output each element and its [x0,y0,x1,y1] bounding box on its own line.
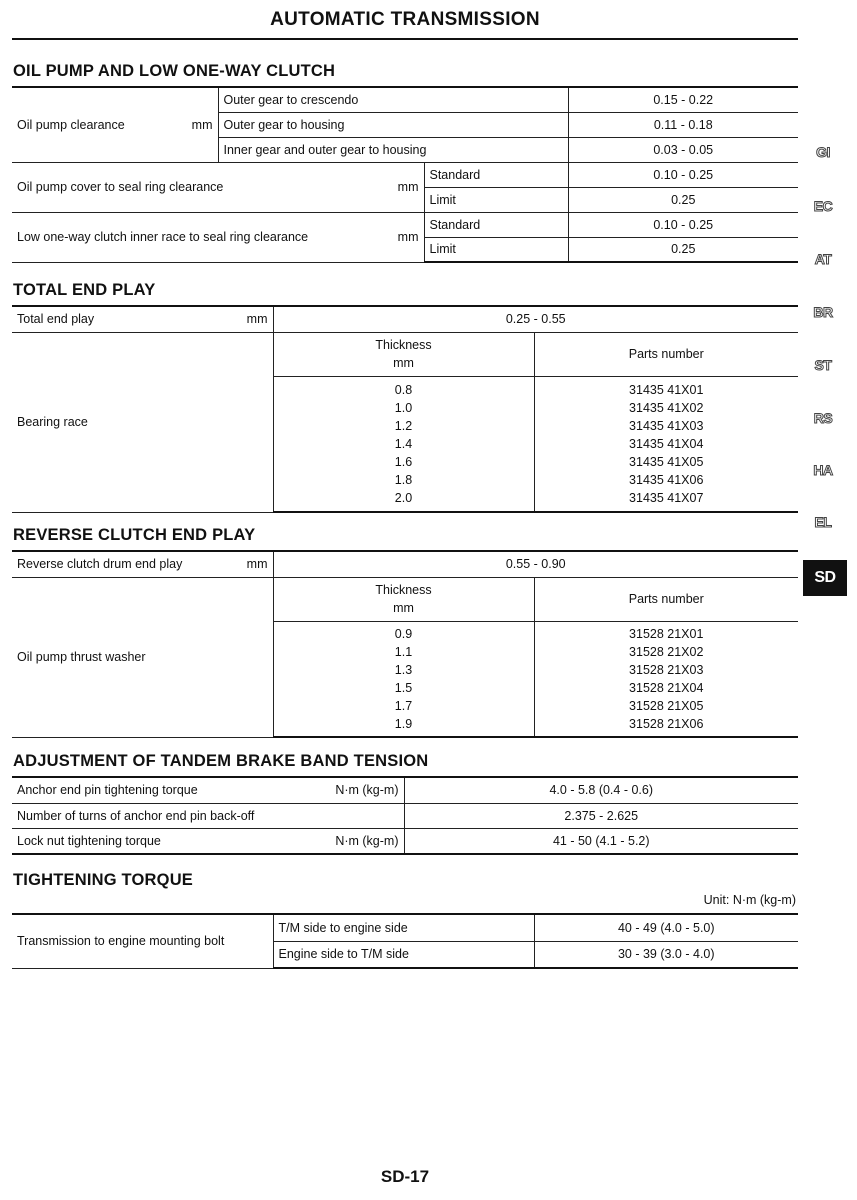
reverse-clutch-label: Reverse clutch drum end play [17,557,183,572]
thickness-value: 1.8 [394,472,413,487]
brake-band-row-unit: N·m (kg-m) [335,783,399,798]
part-number: 31435 41X01 [629,382,704,397]
thickness-header-label: Thickness [375,338,432,352]
section-title-reverse-clutch: REVERSE CLUTCH END PLAY [13,526,256,544]
limit-label: Limit [424,237,568,262]
thickness-header [273,577,534,621]
torque-table [12,913,798,969]
parts-number-header: Parts number [534,577,798,621]
thickness-value: 1.5 [394,680,413,695]
thickness-value: 1.3 [394,662,413,677]
part-number: 31528 21X03 [629,662,704,677]
torque-item: T/M side to engine side [273,914,534,941]
side-tab-ec[interactable]: EC [813,198,833,214]
part-number: 31528 21X05 [629,698,704,713]
thickness-value: 1.4 [394,436,413,451]
reverse-clutch-table [12,550,798,738]
part-number: 31435 41X06 [629,472,704,487]
section-title-brake-band: ADJUSTMENT OF TANDEM BRAKE BAND TENSION [13,752,429,770]
section-title-total-end-play: TOTAL END PLAY [13,281,156,299]
parts-number-list [534,376,798,512]
reverse-clutch-cell [12,551,273,577]
brake-band-row-value: 4.0 - 5.8 (0.4 - 0.6) [404,777,798,803]
oil-pump-clearance-unit: mm [191,117,213,132]
limit-value: 0.25 [568,187,798,212]
side-tab-br[interactable]: BR [813,304,833,320]
thickness-value: 0.8 [394,382,413,397]
cover-clearance-unit: mm [397,180,419,194]
part-number: 31528 21X02 [629,644,704,659]
total-end-play-label: Total end play [17,312,95,327]
clearance-item: Outer gear to housing [218,112,568,137]
reverse-clutch-value: 0.55 - 0.90 [273,551,798,577]
total-end-play-unit: mm [246,312,268,327]
thickness-value: 1.9 [394,716,413,731]
brake-band-row-label: Number of turns of anchor end pin back-off [17,808,255,823]
part-number: 31435 41X05 [629,454,704,469]
brake-band-row-label: Anchor end pin tightening torque [17,783,198,798]
clearance-value: 0.15 - 0.22 [568,87,798,112]
thickness-header [273,332,534,376]
thickness-value: 0.9 [394,626,413,641]
unit-note: Unit: N·m (kg-m) [703,893,796,907]
section-title-oil-pump: OIL PUMP AND LOW ONE-WAY CLUTCH [13,62,336,80]
standard-label: Standard [424,162,568,187]
mounting-bolt-label: Transmission to engine mounting bolt [12,914,273,968]
total-end-play-value: 0.25 - 0.55 [273,306,798,332]
parts-number-list [534,621,798,737]
cover-clearance-cell [12,162,424,212]
page-title: AUTOMATIC TRANSMISSION [270,9,540,30]
brake-band-row-unit: N·m (kg-m) [335,833,399,848]
thickness-list [273,621,534,737]
page-number: SD-17 [380,1167,430,1186]
thrust-washer-label: Oil pump thrust washer [12,577,273,737]
thickness-value: 1.7 [394,698,413,713]
clearance-value: 0.11 - 0.18 [568,112,798,137]
part-number: 31435 41X04 [629,436,704,451]
total-end-play-table [12,305,798,513]
brake-band-row-label-cell [12,828,404,854]
clearance-item: Outer gear to crescendo [218,87,568,112]
oil-pump-clearance-cell [12,87,218,162]
thickness-value: 1.6 [394,454,413,469]
bearing-race-label: Bearing race [12,332,273,512]
race-clearance-label: Low one-way clutch inner race to seal ring clearance [17,230,309,244]
limit-value: 0.25 [568,237,798,262]
limit-label: Limit [424,187,568,212]
race-clearance-unit: mm [397,230,419,244]
side-tab-st[interactable]: ST [814,357,832,373]
thickness-header-label: Thickness [375,583,432,597]
part-number: 31435 41X03 [629,418,704,433]
thickness-value: 1.1 [394,644,413,659]
side-tab-sd-active[interactable]: SD [803,560,847,596]
cover-clearance-label: Oil pump cover to seal ring clearance [17,180,224,194]
total-end-play-cell [12,306,273,332]
brake-band-table [12,776,798,855]
brake-band-row-label: Lock nut tightening torque [17,833,161,848]
brake-band-row-value: 41 - 50 (4.1 - 5.2) [404,828,798,854]
part-number: 31528 21X04 [629,680,704,695]
standard-value: 0.10 - 0.25 [568,212,798,237]
part-number: 31528 21X01 [629,626,704,641]
brake-band-row-value: 2.375 - 2.625 [404,803,798,828]
clearance-item: Inner gear and outer gear to housing [218,137,568,162]
side-tab-rs[interactable]: RS [813,410,833,426]
part-number: 31528 21X06 [629,716,704,731]
side-tab-ha[interactable]: HA [813,462,833,478]
parts-number-header: Parts number [534,332,798,376]
torque-item: Engine side to T/M side [273,941,534,968]
side-tab-gi[interactable]: GI [816,144,830,160]
thickness-header-unit: mm [393,601,414,615]
torque-value: 40 - 49 (4.0 - 5.0) [534,914,798,941]
thickness-list [273,376,534,512]
brake-band-row-label-cell [12,803,404,828]
thickness-header-unit: mm [393,356,414,370]
thickness-value: 1.2 [394,418,413,433]
part-number: 31435 41X07 [629,490,704,505]
brake-band-row-label-cell [12,777,404,803]
thickness-value: 1.0 [394,400,413,415]
standard-value: 0.10 - 0.25 [568,162,798,187]
side-tab-at[interactable]: AT [814,251,832,267]
part-number: 31435 41X02 [629,400,704,415]
section-title-torque: TIGHTENING TORQUE [13,871,194,889]
side-tab-el[interactable]: EL [814,514,832,530]
torque-value: 30 - 39 (3.0 - 4.0) [534,941,798,968]
reverse-clutch-unit: mm [246,557,268,572]
title-rule [12,38,798,40]
oil-pump-table [12,86,798,263]
race-clearance-cell [12,212,424,262]
standard-label: Standard [424,212,568,237]
thickness-value: 2.0 [394,490,413,505]
oil-pump-clearance-label: Oil pump clearance [17,117,125,132]
clearance-value: 0.03 - 0.05 [568,137,798,162]
